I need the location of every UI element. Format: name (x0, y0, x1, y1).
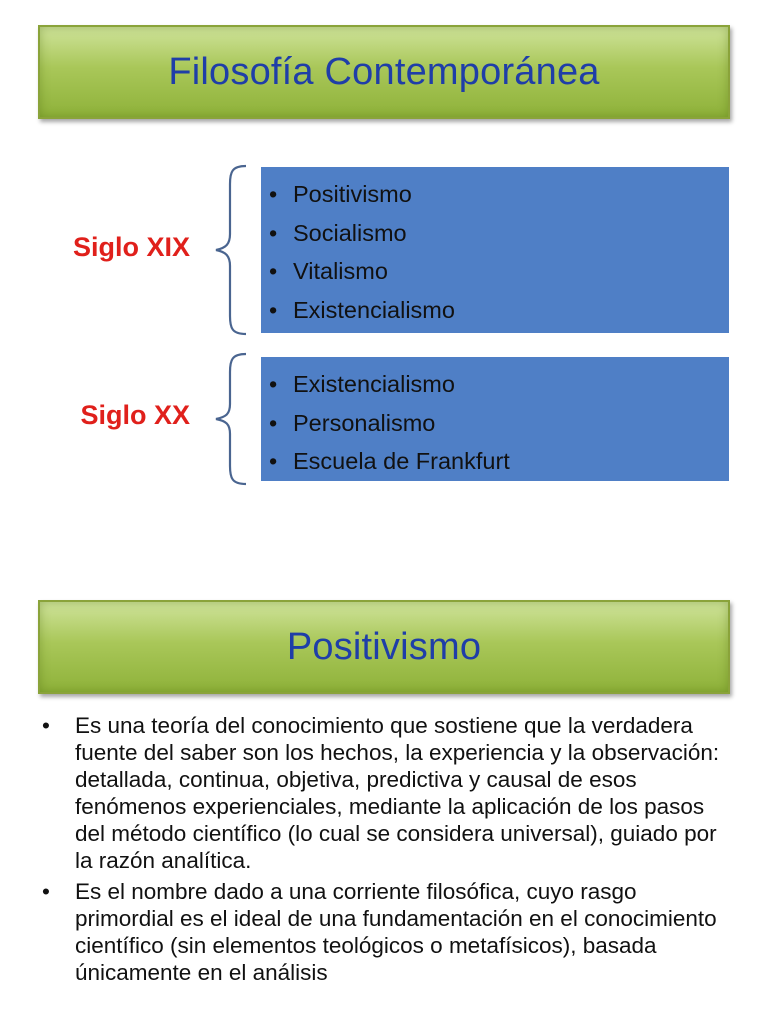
list-item: • Positivismo (269, 181, 412, 207)
positivismo-description (40, 712, 730, 990)
slide2-title: Positivismo (286, 625, 482, 668)
siglo-xx-list-box (261, 357, 729, 481)
curly-brace-icon (210, 352, 260, 486)
list-item: • Vitalismo (269, 258, 388, 284)
century-label-xx: Siglo XX (80, 400, 190, 430)
curly-brace-icon (210, 164, 260, 336)
list-item: • Es el nombre dado a una corriente filosófica, cuyo rasgo primordial es el ideal de una fundamentación en el conocimiento científico (sin elementos teológicos o metafísicos), basada únicamente en el análisis (42, 879, 717, 985)
list-item: • Existencialismo (269, 296, 455, 323)
list-item: • Escuela de Frankfurt (269, 448, 510, 474)
slide1-title: Filosofía Contemporánea (168, 50, 600, 93)
century-label-xix: Siglo XIX (72, 232, 190, 262)
list-item: • Socialismo (269, 219, 407, 246)
list-item: • Existencialismo (269, 371, 455, 397)
list-item: • Personalismo (269, 409, 436, 436)
list-item: • Es una teoría del conocimiento que sostiene que la verdadera fuente del saber son los hechos, la experiencia y la observación: detallada, continua, objetiva, predictiva y causal de esos fenómenos experienciales, mediante la aplicación de los pasos del método científico (lo cual se considera universal), guiado por la razón analítica. (42, 713, 720, 873)
slide1-title-box (38, 25, 730, 119)
siglo-xix-list-box (261, 167, 729, 333)
slide2-title-box (38, 600, 730, 694)
